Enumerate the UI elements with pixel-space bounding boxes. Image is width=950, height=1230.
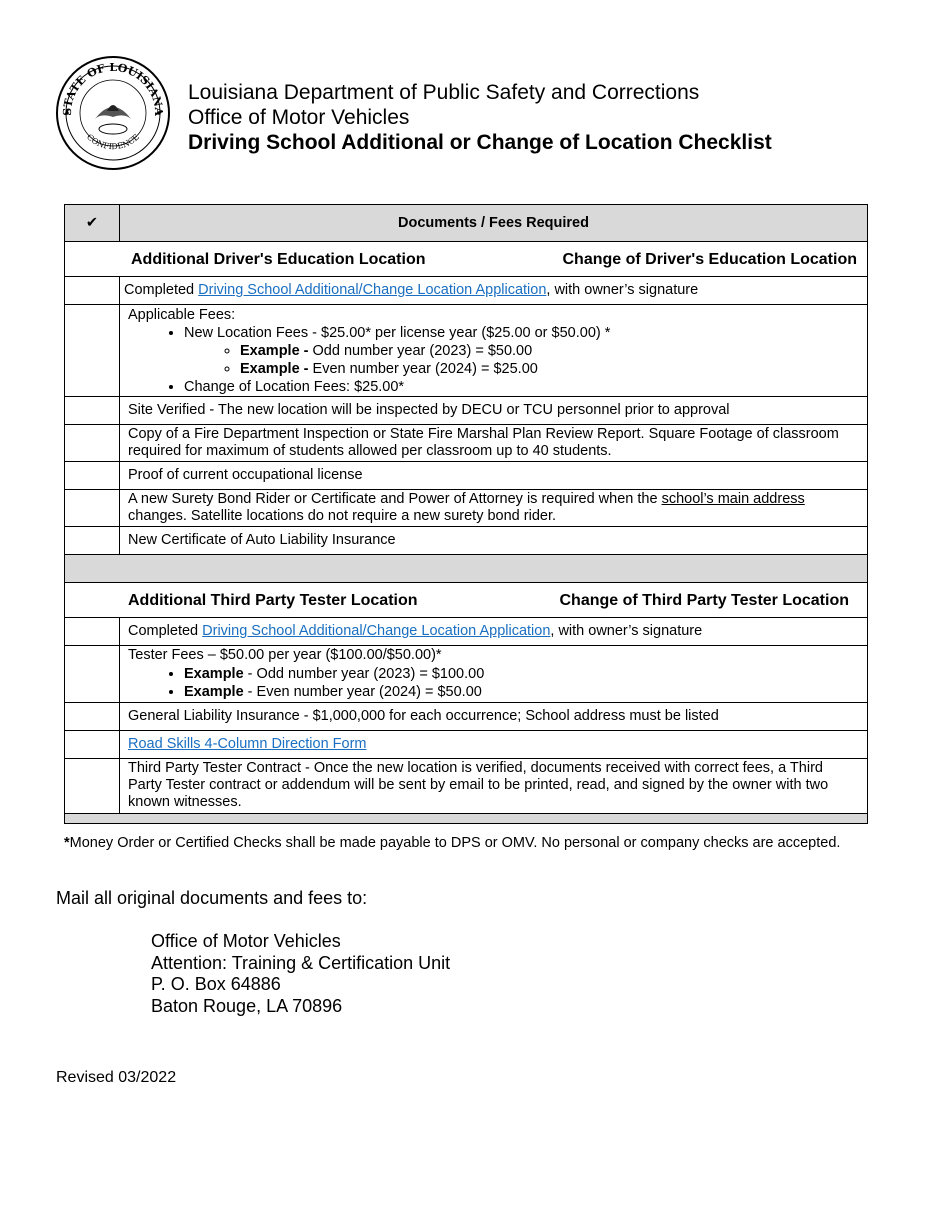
section-header-third-party xyxy=(65,583,868,618)
section-left-label: Additional Driver's Education Location xyxy=(131,250,426,268)
mail-instructions: Mail all original documents and fees to: xyxy=(56,888,368,908)
checkbox-cell[interactable] xyxy=(65,305,120,397)
checkbox-cell[interactable] xyxy=(65,758,120,813)
payment-note: *Money Order or Certified Checks shall be made payable to DPS or OMV. No personal or company checks are accepted. xyxy=(64,835,841,851)
section-right-label: Change of Third Party Tester Location xyxy=(559,591,849,609)
checkbox-cell[interactable] xyxy=(65,702,120,730)
section-header-drivers-ed xyxy=(65,242,868,277)
checkbox-cell[interactable] xyxy=(65,730,120,758)
site-verified-text: Site Verified - The new location will be inspected by DECU or TCU personnel prior to approval xyxy=(120,397,868,425)
tester-fees-label: Tester Fees – $50.00 per year ($100.00/$50.00)* xyxy=(128,647,442,663)
application-link[interactable]: Driving School Additional/Change Location Application xyxy=(202,623,551,639)
surety-bond-text: A new Surety Bond Rider or Certificate and Power of Attorney is required when the school’s main address changes. Satellite locations do not require a new surety bond rider. xyxy=(120,490,868,527)
address-line: Baton Rouge, LA 70896 xyxy=(151,995,343,1016)
table-footer-bar xyxy=(65,813,868,823)
table-header-row xyxy=(65,205,868,242)
table-row xyxy=(65,425,868,462)
checkmark-icon: ✔ xyxy=(65,205,120,242)
application-link[interactable]: Driving School Additional/Change Location Application xyxy=(198,282,547,298)
contract-text: Third Party Tester Contract - Once the new location is verified, documents received with correct fees, a Third Party Tester contract or addendum will be sent by email to be printed, read, and signed by the owner with two known witnesses. xyxy=(120,758,868,813)
checkbox-cell[interactable] xyxy=(65,646,120,703)
table-row: Completed Driving School Additional/Change Location Application, with owner’s signature xyxy=(65,277,868,305)
checkbox-cell[interactable] xyxy=(65,462,120,490)
list-item: • Example - Even number year (2024) = $50.00 xyxy=(184,683,859,702)
checkbox-cell[interactable] xyxy=(65,618,120,646)
checkbox-cell[interactable] xyxy=(65,527,120,555)
page-title: Driving School Additional or Change of Location Checklist xyxy=(188,131,772,154)
license-text: Proof of current occupational license xyxy=(120,462,868,490)
svg-text:STATE OF LOUISIANA: STATE OF LOUISIANA xyxy=(60,60,166,117)
fees-label: Applicable Fees: xyxy=(128,306,236,323)
mailing-address xyxy=(151,931,450,1017)
table-row xyxy=(65,397,868,425)
checklist-table xyxy=(64,204,868,824)
table-row xyxy=(65,527,868,555)
list-item: ◦ Example - Odd number year (2023) = $50.00 xyxy=(240,342,859,360)
road-skills-link[interactable]: Road Skills 4-Column Direction Form xyxy=(128,735,367,752)
address-line: P. O. Box 64886 xyxy=(151,974,281,994)
department-name: Louisiana Department of Public Safety and Corrections xyxy=(188,81,700,104)
list-item: ◦ Example - Even number year (2024) = $25.00 xyxy=(240,360,859,378)
table-row xyxy=(65,646,868,703)
table-row xyxy=(65,702,868,730)
table-row xyxy=(65,305,868,397)
fire-inspection-text: Copy of a Fire Department Inspection or State Fire Marshal Plan Review Report. Square Footage of classroom required for maximum of students allowed per classroom up to 40 students. xyxy=(120,425,868,462)
list-item: • Change of Location Fees: $25.00* xyxy=(184,378,859,396)
table-row xyxy=(65,758,868,813)
section-right-label: Change of Driver's Education Location xyxy=(562,250,857,268)
revised-date: Revised 03/2022 xyxy=(56,1069,177,1086)
general-liability-text: General Liability Insurance - $1,000,000 for each occurrence; School address must be listed xyxy=(120,702,868,730)
table-row xyxy=(65,730,868,758)
checkbox-cell[interactable] xyxy=(65,425,120,462)
table-row xyxy=(65,490,868,527)
address-line: Office of Motor Vehicles xyxy=(151,931,341,951)
checkbox-cell[interactable] xyxy=(65,397,120,425)
checkbox-cell[interactable] xyxy=(65,490,120,527)
list-item: • Example - Odd number year (2023) = $100.00 xyxy=(184,665,859,684)
table-row: Completed Driving School Additional/Change Location Application, with owner’s signature xyxy=(65,618,868,646)
list-item: • New Location Fees - $25.00* per license year ($25.00 or $50.00) * ◦ Example - Odd number year (2023) = $50.00 ◦ Example - Even number year (2024) = $25.00 xyxy=(184,324,859,378)
section-left-label: Additional Third Party Tester Location xyxy=(128,591,418,609)
checkbox-cell[interactable] xyxy=(65,277,120,305)
auto-liability-text: New Certificate of Auto Liability Insurance xyxy=(120,527,868,555)
table-heading: Documents / Fees Required xyxy=(120,205,868,242)
address-line: Attention: Training & Certification Unit xyxy=(151,952,451,973)
document-header xyxy=(188,80,772,155)
louisiana-state-seal xyxy=(55,55,171,171)
office-name: Office of Motor Vehicles xyxy=(188,106,410,129)
section-divider xyxy=(65,555,868,583)
svg-text:CONFIDENCE: CONFIDENCE xyxy=(84,132,142,152)
table-row xyxy=(65,462,868,490)
